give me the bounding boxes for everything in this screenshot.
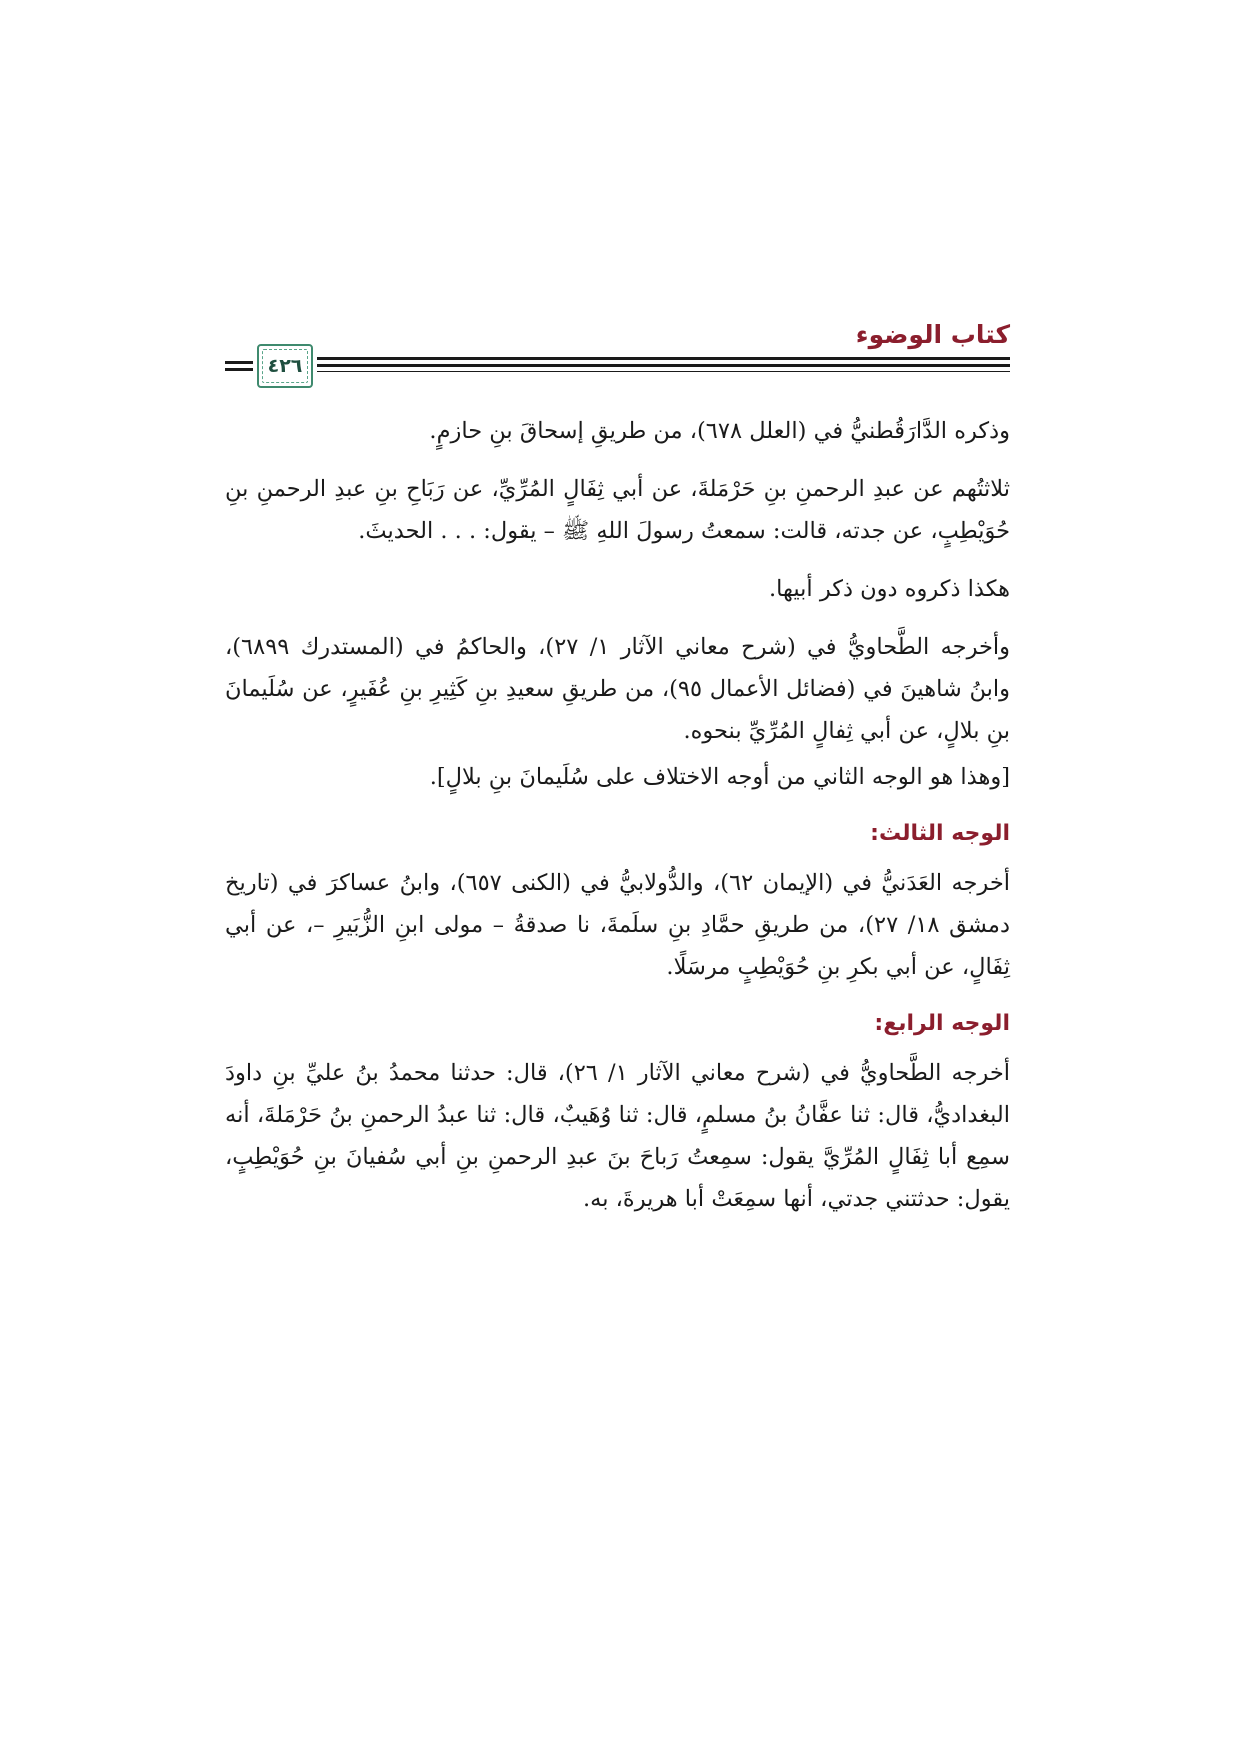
header-rule-thin: [317, 371, 1010, 372]
paragraph-tahawi: وأخرجه الطَّحاويُّ في (شرح معاني الآثار ١/ ٢٧)، والحاكمُ في (المستدرك ٦٨٩٩)، وابنُ شاهينَ في (فضائل الأعمال ٩٥)، من طريقِ سعيدِ بنِ كَثِيرِ بنِ عُفَيرٍ، عن سُلَيمانَ بنِ بلالٍ، عن أبي ثِفالٍ المُرِّيِّ بنحوه.: [225, 634, 1011, 744]
header-rule-thick-2: [317, 364, 1010, 367]
page-number: ٤٢٦: [267, 355, 303, 377]
paragraph-chain: ثلاثتُهم عن عبدِ الرحمنِ بنِ حَرْمَلةَ، عن أبي ثِفَالٍ المُرِّيِّ، عن رَبَاحِ بنِ عبدِ الرحمنِ بنِ حُوَيْطِبٍ، عن جدته، قالت: سمعتُ رسولَ اللهِ ﷺ – يقول: . . . الحديثَ.: [225, 476, 1010, 544]
page-number-frame: [257, 344, 313, 388]
heading-fourth-aspect: الوجه الرابع:: [874, 1011, 1010, 1036]
heading-third-aspect: الوجه الثالث:: [870, 821, 1010, 846]
header-rule-thick: [317, 357, 1010, 360]
paragraph-tahawi-second: أخرجه الطَّحاويُّ في (شرح معاني الآثار ١/ ٢٦)، قال: حدثنا محمدُ بنُ عليِّ بنِ داودَ البغداديُّ، قال: ثنا عفَّانُ بنُ مسلمٍ، قال: ثنا وُهَيبٌ، قال: ثنا عبدُ الرحمنِ بنُ حَرْمَلةَ، أنه سمِع أبا ثِفَالٍ المُرِّيَّ يقول: سمِعتُ رَباحَ بنَ عبدِ الرحمنِ بنِ أبي سُفيانَ بنِ حُوَيْطِبٍ، يقول: حدثتني جدتي، أنها سمِعَتْ أبا هريرةَ، به.: [225, 1060, 1011, 1212]
page-header: [225, 318, 1010, 398]
book-title: كتاب الوضوء: [855, 320, 1010, 349]
header-rule-left: [225, 361, 253, 364]
paragraph-daraqutni: وذكره الدَّارَقُطنيُّ في (العلل ٦٧٨)، من طريقِ إسحاقَ بنِ حازمٍ.: [429, 418, 1010, 444]
paragraph-note: هكذا ذكروه دون ذكر أبيها.: [769, 576, 1010, 602]
page-content: [225, 410, 1010, 1220]
header-rule-left-2: [225, 368, 253, 371]
paragraph-bracket-note: [وهذا هو الوجه الثاني من أوجه الاختلاف على سُلَيمانَ بنِ بلالٍ].: [429, 764, 1010, 790]
paragraph-adani: أخرجه العَدَنيُّ في (الإيمان ٦٢)، والدُّولابيُّ في (الكنى ٦٥٧)، وابنُ عساكرَ في (تاريخ دمشق ١٨/ ٢٧)، من طريقِ حمَّادِ بنِ سلَمةَ، نا صدقةُ – مولى ابنِ الزُّبَيرِ –، عن أبي ثِفَالٍ، عن أبي بكرِ بنِ حُوَيْطِبٍ مرسَلًا.: [225, 870, 1010, 980]
